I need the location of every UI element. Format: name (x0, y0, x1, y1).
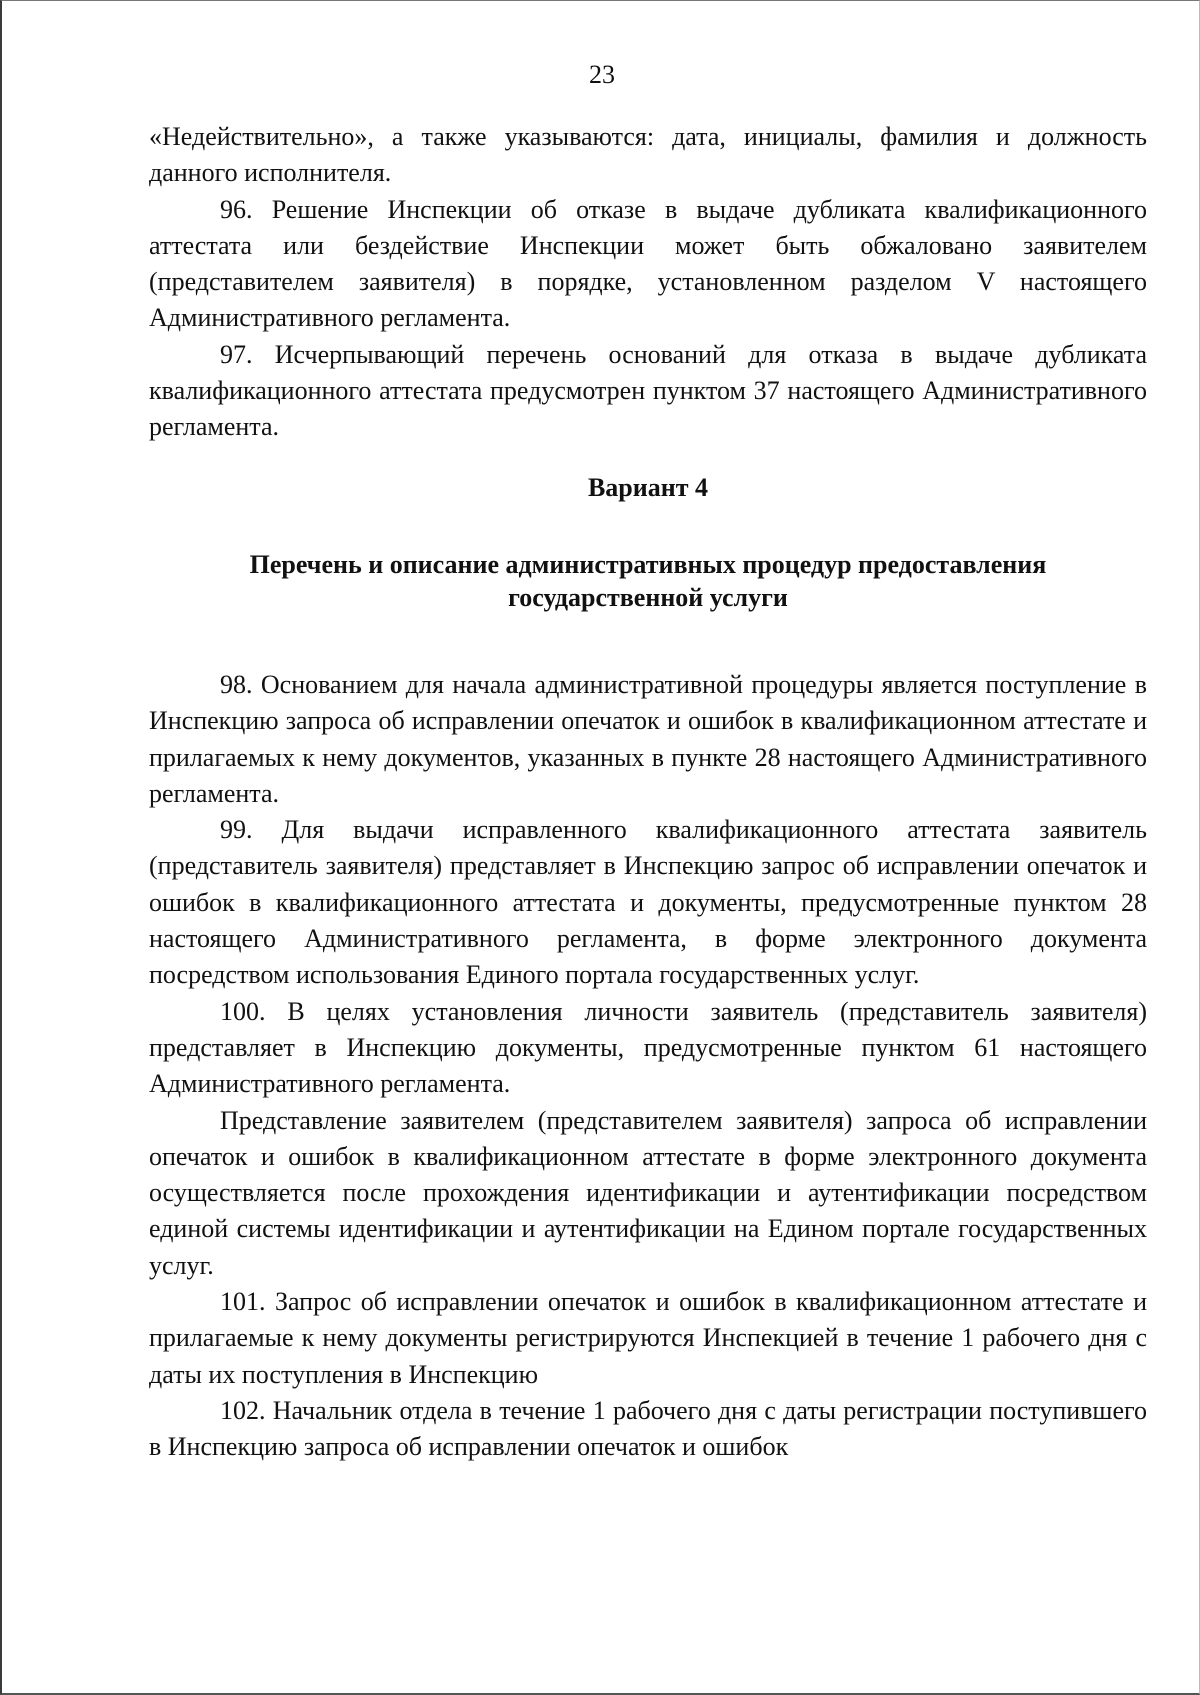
paragraph-97: 97. Исчерпывающий перечень оснований для отказа в выдаче дубликата квалификационного аттестата предусмотрен пунктом 37 настоящего Административного регламента. (149, 339, 1147, 442)
paragraph-100-continuation: Представление заявителем (представителем заявителя) запроса об исправлении опечаток и ошибок в квалификационном аттестате в форме электронного документа осуществляется после прохождения идентификации и аутентификации посредством единой системы идентификации и аутентификации на Едином портале государственных услуг. (149, 1105, 1147, 1280)
paragraph-99: 99. Для выдачи исправленного квалификационного аттестата заявитель (представитель заявителя) представляет в Инспекцию запрос об исправлении опечаток и ошибок в квалификационного аттестата и документы, предусмотренные пунктом 28 настоящего Административного регламента, в форме электронного документа посредством использования Единого портала государственных услуг. (149, 815, 1147, 990)
section-headings (149, 471, 1147, 614)
procedures-heading: Перечень и описание административных процедур предоставления государственной услуги (249, 550, 1047, 612)
paragraph-96: 96. Решение Инспекции об отказе в выдаче дубликата квалификационного аттестата или бездействие Инспекции может быть обжаловано заявителем (представителем заявителя) в порядке, установленном разделом V настоящего Административного регламента. (149, 194, 1147, 333)
paragraph-100: 100. В целях установления личности заявитель (представитель заявителя) представляет в Инспекцию документы, предусмотренные пунктом 61 настоящего Административного регламента. (149, 996, 1147, 1099)
variant-heading: Вариант 4 (587, 473, 709, 502)
paragraph-continuation: «Недействительно», а также указываются: дата, инициалы, фамилия и должность данного исполнителя. (149, 122, 1147, 188)
paragraph-98: 98. Основанием для начала административной процедуры является поступление в Инспекцию запроса об исправлении опечаток и ошибок в квалификационном аттестате и прилагаемых к нему документов, указанных в пункте 28 настоящего Административного регламента. (149, 670, 1147, 808)
paragraph-101: 101. Запрос об исправлении опечаток и ошибок в квалификационном аттестате и прилагаемые к нему документы регистрируются Инспекцией в течение 1 рабочего дня с даты их поступления в Инспекцию (149, 1287, 1147, 1389)
main-text-block (149, 667, 1147, 1466)
top-text-block (149, 119, 1147, 446)
page-number: 23 (589, 60, 615, 89)
paragraph-102: 102. Начальник отдела в течение 1 рабочего дня с даты регистрации поступившего в Инспекцию запроса об исправлении опечаток и ошибок (149, 1395, 1147, 1462)
